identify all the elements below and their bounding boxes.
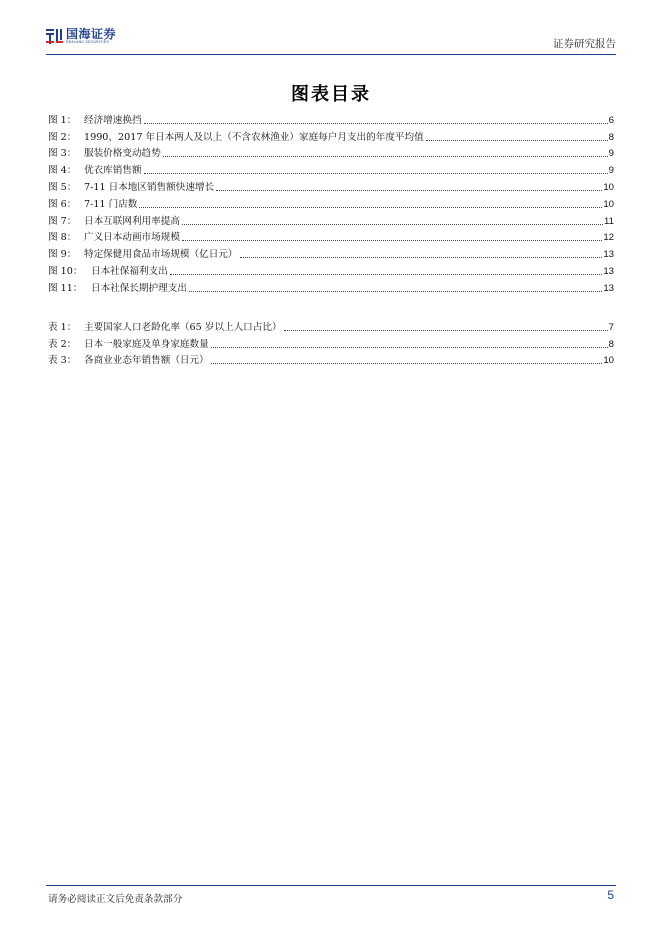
toc-label: 图 8： (48, 232, 77, 244)
toc-text: 日本一般家庭及单身家庭数量 (84, 338, 209, 350)
toc-page: 13 (603, 265, 614, 277)
toc-text: 优衣库销售额 (84, 165, 142, 177)
toc-text: 特定保健用食品市场规模（亿日元） (84, 249, 238, 261)
toc-entry-figure-10[interactable] (48, 261, 614, 278)
logo-chinese-name: 国海证券 (66, 27, 117, 41)
dot-leader (170, 274, 603, 275)
toc-entry-figure-11[interactable] (48, 278, 614, 295)
dot-leader (144, 123, 608, 124)
toc-page: 10 (603, 355, 614, 367)
toc-page: 12 (603, 232, 614, 244)
toc-text: 主要国家人口老龄化率（65 岁以上人口占比） (84, 321, 282, 333)
report-type-label: 证券研究报告 (553, 38, 616, 50)
dot-leader (163, 156, 608, 157)
toc-page: 13 (603, 282, 614, 294)
toc-entry-figure-2[interactable] (48, 127, 614, 144)
toc-text: 7-11 日本地区销售额快速增长 (84, 181, 215, 193)
toc-entry-figure-8[interactable] (48, 228, 614, 245)
toc-entry-table-2[interactable] (48, 334, 614, 351)
toc-label: 图 4： (48, 165, 77, 177)
toc-text: 日本互联网利用率提高 (84, 215, 180, 227)
dot-leader (284, 330, 608, 331)
toc-entry-figure-9[interactable] (48, 244, 614, 261)
toc-entry-figure-7[interactable] (48, 211, 614, 228)
toc-page: 10 (603, 198, 614, 210)
figure-list (48, 110, 614, 295)
sealand-logo-icon (46, 29, 63, 44)
company-logo (46, 28, 116, 45)
toc-label: 图 10： (48, 265, 83, 277)
header-divider (46, 54, 616, 55)
toc-entry-figure-1[interactable] (48, 110, 614, 127)
page-number: 5 (607, 888, 614, 902)
dot-leader (211, 347, 608, 348)
logo-english-name: SEALAND SECURITIES (66, 40, 109, 44)
toc-text: 1990、2017 年日本两人及以上（不含农林渔业）家庭每户月支出的年度平均值 (84, 131, 424, 143)
toc-page: 7 (608, 321, 614, 333)
toc-page: 11 (604, 215, 614, 227)
toc-label: 表 2： (48, 338, 77, 350)
page-header (46, 26, 616, 54)
dot-leader (182, 224, 603, 225)
footer-disclaimer: 请务必阅读正文后免责条款部分 (48, 894, 183, 905)
toc-page: 13 (603, 249, 614, 261)
toc-label: 图 5： (48, 181, 77, 193)
toc-label: 图 9： (48, 249, 77, 261)
toc-entry-figure-5[interactable] (48, 177, 614, 194)
toc-text: 日本社保长期护理支出 (91, 282, 187, 294)
dot-leader (144, 173, 608, 174)
dot-leader (426, 140, 608, 141)
dot-leader (216, 190, 602, 191)
toc-text: 经济增速换挡 (84, 114, 142, 126)
toc-page: 8 (608, 338, 614, 350)
dot-leader (240, 257, 603, 258)
toc-text: 服装价格变动趋势 (84, 148, 161, 160)
toc-page: 10 (603, 181, 614, 193)
toc-page: 8 (608, 131, 614, 143)
toc-label: 图 1： (48, 114, 77, 126)
toc-label: 图 11： (48, 282, 83, 294)
toc-label: 图 7： (48, 215, 77, 227)
toc-entry-table-1[interactable] (48, 317, 614, 334)
toc-entry-figure-6[interactable] (48, 194, 614, 211)
toc-page: 9 (608, 148, 614, 160)
footer-divider (46, 885, 616, 886)
toc-entry-table-3[interactable] (48, 351, 614, 368)
table-list (48, 317, 614, 367)
toc-text: 各商业业态年销售额（日元） (84, 355, 209, 367)
dot-leader (182, 240, 602, 241)
toc-text: 日本社保福利支出 (91, 265, 168, 277)
toc-label: 图 3： (48, 148, 77, 160)
toc-label: 表 3： (48, 355, 77, 367)
toc-entry-figure-4[interactable] (48, 160, 614, 177)
toc-page: 6 (608, 114, 614, 126)
dot-leader (189, 291, 602, 292)
page-title: 图表目录 (291, 84, 371, 105)
dot-leader (211, 363, 603, 364)
toc-label: 图 6： (48, 198, 77, 210)
dot-leader (139, 207, 602, 208)
toc-label: 表 1： (48, 321, 77, 333)
toc-page: 9 (608, 165, 614, 177)
toc-text: 7-11 门店数 (84, 198, 138, 210)
toc-entry-figure-3[interactable] (48, 144, 614, 161)
toc-label: 图 2： (48, 131, 77, 143)
toc-text: 广义日本动画市场规模 (84, 232, 180, 244)
